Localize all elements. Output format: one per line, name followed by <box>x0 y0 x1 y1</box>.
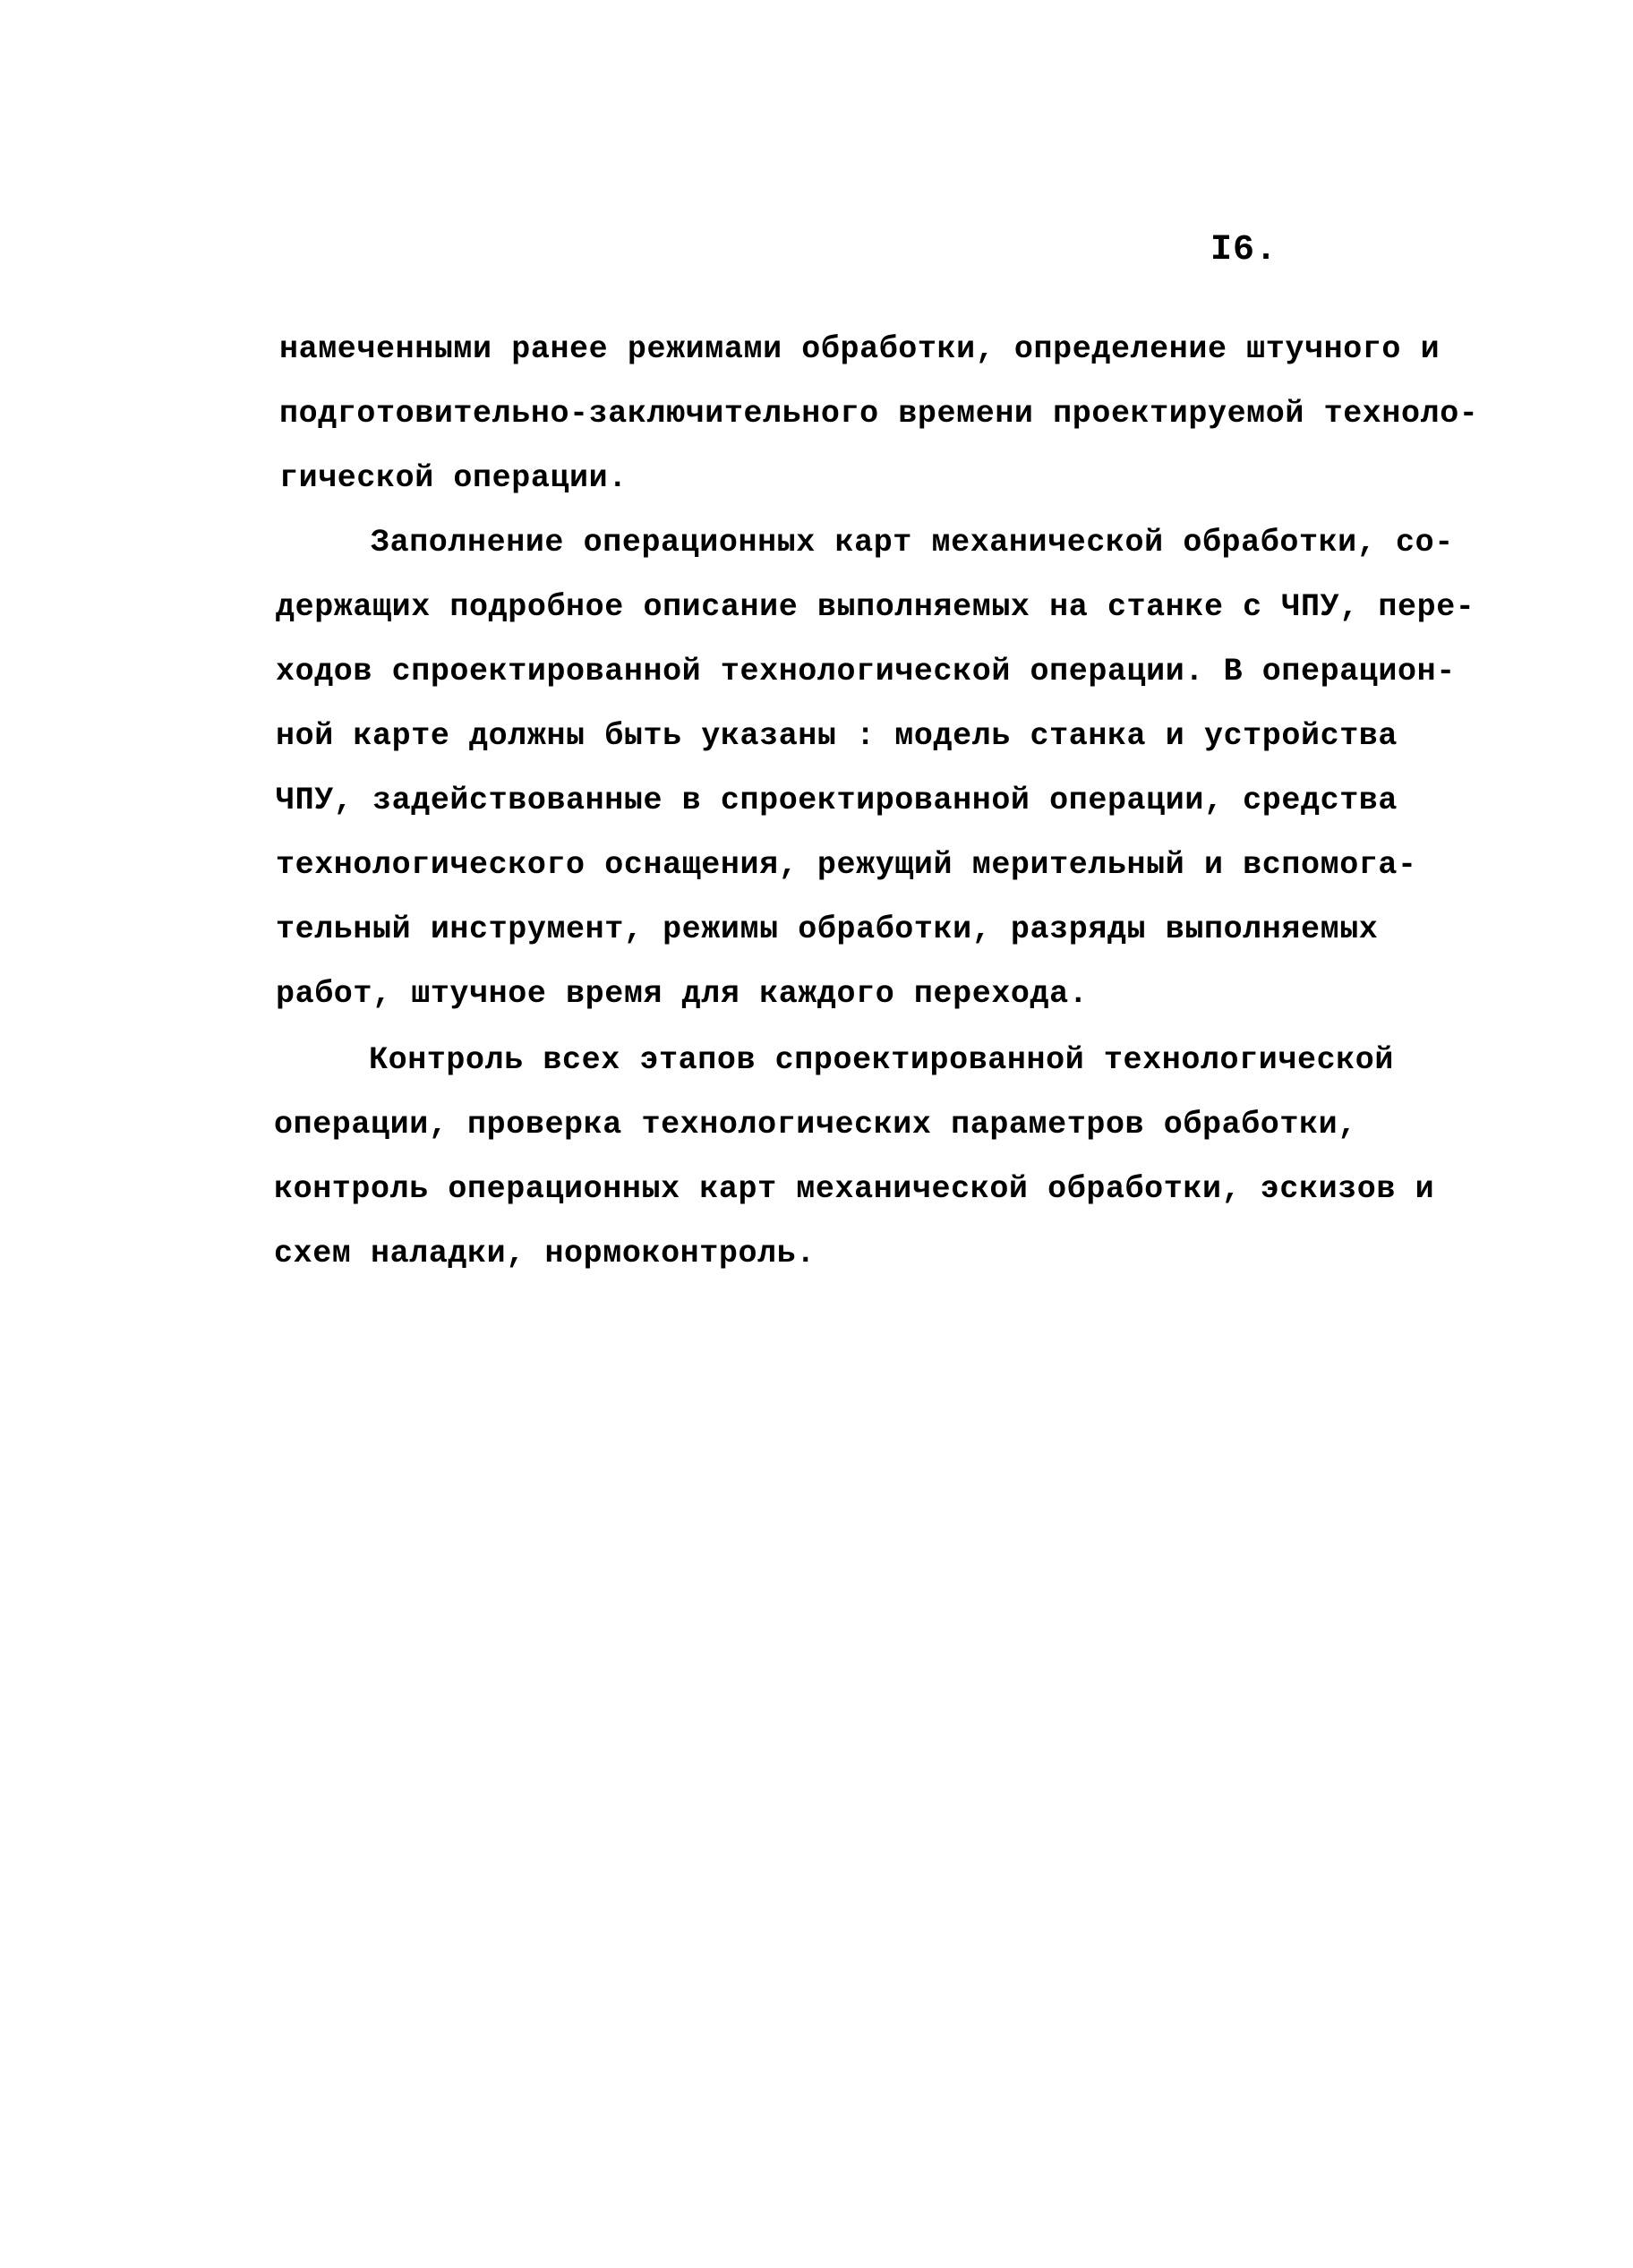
text-line: ходов спроектированной технологической операции. В операцион- <box>276 654 1456 689</box>
text-line: ной карте должны быть указаны : модель станка и устройства <box>276 718 1398 754</box>
text-line: схем наладки, нормоконтроль. <box>274 1236 816 1271</box>
text-line: тельный инструмент, режимы обработки, разряды выполняемых <box>276 911 1379 947</box>
text-line: подготовительно-заключительного времени проектируемой техноло- <box>279 396 1479 432</box>
text-line: контроль операционных карт механической обработки, эскизов и <box>274 1171 1435 1207</box>
text-line: гической операции. <box>279 460 628 496</box>
text-line: операции, проверка технологических параметров обработки, <box>274 1107 1357 1143</box>
text-line: Заполнение операционных карт механической обработки, со- <box>371 525 1454 561</box>
text-line: ЧПУ, задействованные в спроектированной операции, средства <box>276 783 1398 818</box>
text-line: держащих подробное описание выполняемых на станке с ЧПУ, пере- <box>276 589 1475 625</box>
text-line: работ, штучное время для каждого перехода. <box>276 976 1089 1012</box>
text-line: технологического оснащения, режущий мерительный и вспомога- <box>276 847 1417 883</box>
text-line: намеченными ранее режимами обработки, определение штучного и <box>279 331 1441 367</box>
text-line: Контроль всех этапов спроектированной технологической <box>369 1042 1394 1078</box>
page-number: I6. <box>1210 230 1278 270</box>
